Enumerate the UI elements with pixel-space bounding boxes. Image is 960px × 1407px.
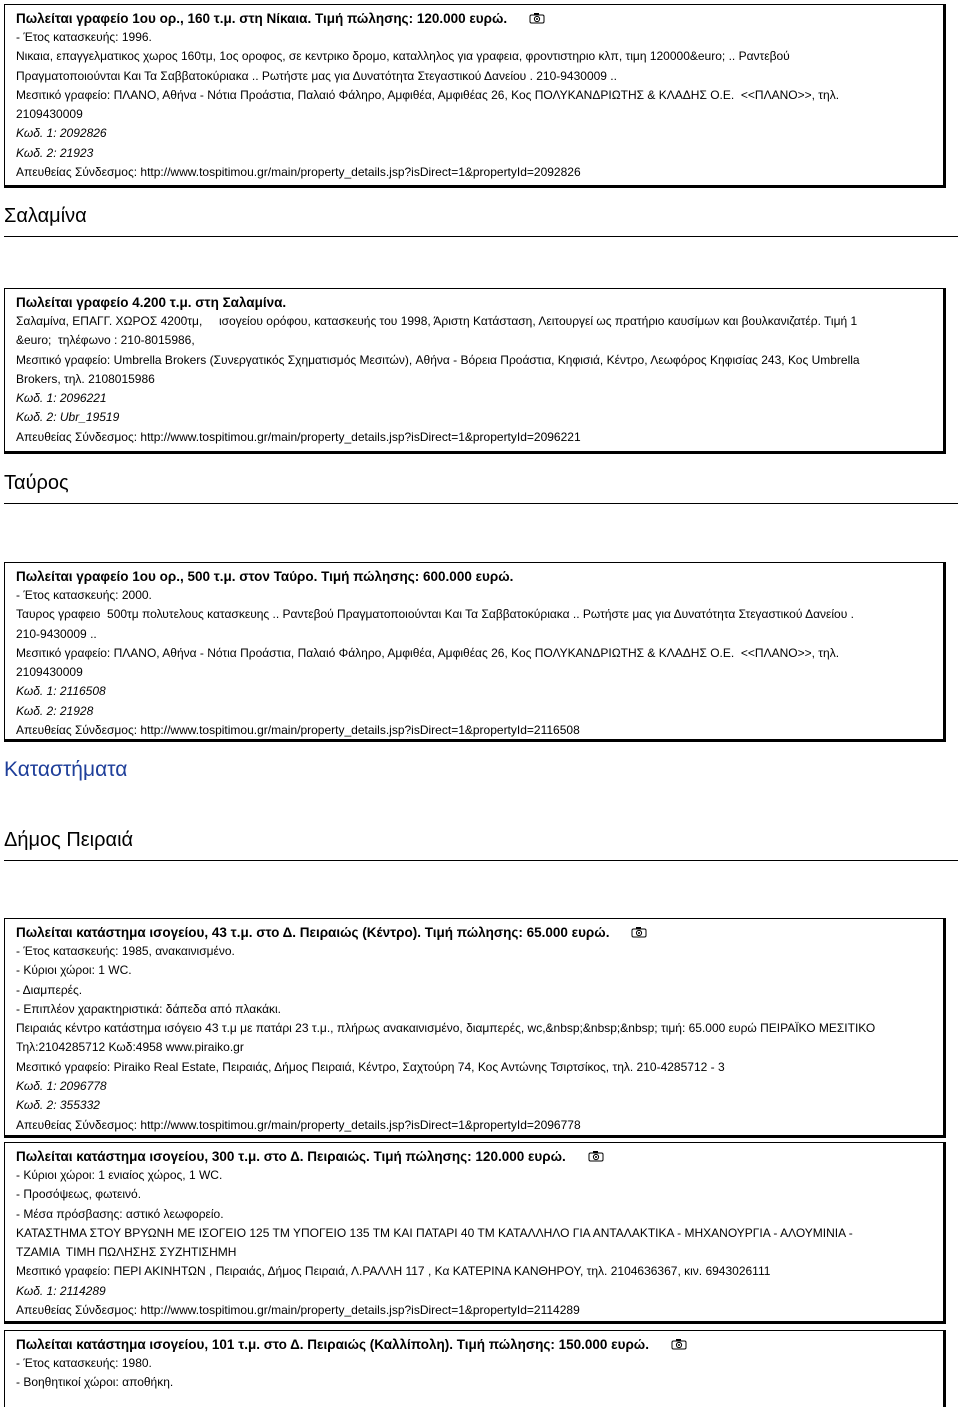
section-divider (4, 236, 958, 237)
listing-card (4, 1330, 946, 1407)
listing-line: Ταυρος γραφειο 500τμ πολυτελους κατασκευης .. Ραντεβού Πραγματοποιούνται Και Τα Σαββατοκύριακα .. Ρωτήστε μας για Δυνατότητα Στεγαστικού Δανείου . (16, 607, 854, 622)
listing-line: - Μέσα πρόσβασης: αστικό λεωφορείο. (16, 1206, 224, 1221)
listing-line: Brokers, τηλ. 2108015986 (16, 371, 155, 386)
region-heading-dimos-peiraia: Δήμος Πειραιά (4, 829, 134, 851)
listing-code-2: Κωδ. 2: 21923 (16, 145, 94, 160)
listing-card (4, 918, 946, 1138)
listing-line: ΚΑΤΑΣΤΗΜΑ ΣΤΟΥ ΒΡΥΩΝΗ ΜΕ ΙΣΟΓΕΙΟ 125 ΤΜ ΥΠΟΓΕΙΟ 135 ΤΜ ΚΑΙ ΠΑΤΑΡΙ 40 ΤΜ ΚΑΤΑΛΛΗΛΟ ΓΙΑ ΑΝΤΑΛΑΚΤΙΚΑ - ΜΗΧΑΝΟΥΡΓΙΑ - ΑΛΟΥΜΙΝΙΑ - (16, 1225, 853, 1240)
listing-line: - Κύριοι χώροι: 1 WC. (16, 963, 132, 978)
listing-line: Πειραιάς κέντρο κατάστημα ισόγειο 43 τ.μ με πατάρι 23 τ.μ., πλήρως ανακαινισμένο, διαμπερές, wc,&nbsp;&nbsp;&nbsp; τιμή: 65.000 ευρώ ΠΕΙΡΑΪΚΟ ΜΕΣΙΤΙΚΟ (16, 1021, 876, 1036)
listing-line: Μεσιτικό γραφείο: Umbrella Brokers (Συνεργατικός Σχηματισμός Μεσιτών), Αθήνα - Βόρεια Προάστια, Κηφισιά, Κέντρο, Λεωφόρος Κηφισίας 243, Κος Umbrella (16, 352, 860, 367)
listing-direct-link[interactable]: Απευθείας Σύνδεσμος: http://www.tospitimou.gr/main/property_details.jsp?isDirect=1&propertyId=2116508 (16, 723, 580, 738)
listing-line: Μεσιτικό γραφείο: ΠΕΡΙ ΑΚΙΝΗΤΩΝ , Πειραιάς, Δήμος Πειραιά, Λ.ΡΑΛΛΗ 117 , Κα ΚΑΤΕΡΙΝΑ ΚΑΝΘΗΡΟΥ, τηλ. 2104636367, κιν. 6943026111 (16, 1264, 771, 1279)
listing-card (4, 288, 946, 454)
listing-direct-link[interactable]: Απευθείας Σύνδεσμος: http://www.tospitimou.gr/main/property_details.jsp?isDirect=1&propertyId=2114289 (16, 1303, 580, 1318)
listing-line: - Έτος κατασκευής: 1980. (16, 1356, 152, 1370)
listing-line: - Βοηθητικοί χώροι: αποθήκη. (16, 1375, 174, 1390)
listing-line: Μεσιτικό γραφείο: ΠΛΑΝΟ, Αθήνα - Νότια Προάστια, Παλαιό Φάληρο, Αμφιθέα, Αμφιθέας 26, Κος ΠΟΛΥΚΑΝΔΡΙΩΤΗΣ & ΚΛΑΔΗΣ Ο.Ε. <<ΠΛΑΝΟ>>, τηλ. (16, 645, 840, 660)
listing-code-1: Κωδ. 1: 2116508 (16, 684, 106, 699)
listing-line: Τηλ:2104285712 Κωδ:4958 www.piraiko.gr (16, 1040, 244, 1055)
listing-card (4, 1142, 946, 1324)
listing-line: Μεσιτικό γραφείο: ΠΛΑΝΟ, Αθήνα - Νότια Προάστια, Παλαιό Φάληρο, Αμφιθέα, Αμφιθέας 26, Κος ΠΟΛΥΚΑΝΔΡΙΩΤΗΣ & ΚΛΑΔΗΣ Ο.Ε. <<ΠΛΑΝΟ>>, τηλ. (16, 87, 840, 102)
camera-icon[interactable] (671, 1336, 687, 1348)
listing-direct-link[interactable]: Απευθείας Σύνδεσμος: http://www.tospitimou.gr/main/property_details.jsp?isDirect=1&propertyId=2092826 (16, 165, 581, 180)
listing-line: - Έτος κατασκευής: 1985, ανακαινισμένο. (16, 944, 235, 958)
listing-title[interactable]: Πωλείται γραφείο 4.200 τ.μ. στη Σαλαμίνα. (16, 295, 287, 310)
listing-code-2: Κωδ. 2: 355332 (16, 1098, 100, 1113)
listing-code-1: Κωδ. 1: 2096778 (16, 1079, 107, 1094)
listing-line: Νικαια, επαγγελματικος χωρος 160τμ, 1ος οροφος, σε κεντρικο δρομο, καταλληλος για γραφεια, φροντιστηριο κλπ, τιμη 120000&euro; .. Ραντεβού (16, 49, 790, 64)
listing-card (4, 4, 946, 188)
listing-line: Μεσιτικό γραφείο: Piraiko Real Estate, Πειραιάς, Δήμος Πειραιά, Κέντρο, Σαχτούρη 74, Κος Αντώνης Τσιρτσίκος, τηλ. 210-4285712 - 3 (16, 1059, 725, 1074)
listing-line: 2109430009 (16, 107, 83, 122)
region-heading-tavros: Ταύρος (4, 472, 69, 494)
region-heading-salamina: Σαλαμίνα (4, 205, 87, 227)
section-divider (4, 860, 958, 861)
listing-title[interactable]: Πωλείται κατάστημα ισογείου, 300 τ.μ. στο Δ. Πειραιώς. Τιμή πώλησης: 120.000 ευρώ. (16, 1147, 943, 1166)
listing-title[interactable]: Πωλείται γραφείο 1ου ορ., 160 τ.μ. στη Νίκαια. Τιμή πώλησης: 120.000 ευρώ. (16, 9, 943, 28)
listing-title[interactable]: Πωλείται γραφείο 1ου ορ., 500 τ.μ. στον Ταύρο. Τιμή πώλησης: 600.000 ευρώ. (16, 569, 514, 584)
listing-code-2: Κωδ. 2: 21928 (16, 703, 94, 718)
camera-icon[interactable] (588, 1148, 604, 1160)
listing-direct-link[interactable]: Απευθείας Σύνδεσμος: http://www.tospitimou.gr/main/property_details.jsp?isDirect=1&propertyId=2096221 (16, 429, 581, 444)
listing-code-1: Κωδ. 1: 2092826 (16, 126, 107, 141)
listing-line: 2109430009 (16, 665, 83, 680)
listing-code-1: Κωδ. 1: 2096221 (16, 391, 107, 406)
listing-code-2: Κωδ. 2: Ubr_19519 (16, 410, 120, 425)
listing-code-1: Κωδ. 1: 2114289 (16, 1283, 106, 1298)
listing-line: - Επιπλέον χαρακτηριστικά: δάπεδα από πλακάκι. (16, 1001, 282, 1016)
listing-line: ΤΖΑΜΙΑ ΤΙΜΗ ΠΩΛΗΣΗΣ ΣΥΖΗΤΙΣΗΜΗ (16, 1245, 237, 1260)
category-heading-katastimata: Καταστήματα (4, 758, 128, 781)
listing-line: - Προσόψεως, φωτεινό. (16, 1187, 142, 1202)
listing-line: 210-9430009 .. (16, 626, 97, 641)
listing-card (4, 562, 946, 742)
listing-line: &euro; τηλέφωνο : 210-8015986, (16, 333, 195, 348)
listing-line: - Έτος κατασκευής: 1996. (16, 30, 152, 44)
section-divider (4, 503, 958, 504)
listing-direct-link[interactable]: Απευθείας Σύνδεσμος: http://www.tospitimou.gr/main/property_details.jsp?isDirect=1&propertyId=2096778 (16, 1117, 581, 1132)
listing-line: - Διαμπερές. (16, 982, 83, 997)
listing-title[interactable]: Πωλείται κατάστημα ισογείου, 101 τ.μ. στο Δ. Πειραιώς (Καλλίπολη). Τιμή πώλησης: 150.000 ευρώ. (16, 1335, 943, 1354)
listing-line: Σαλαμίνα, ΕΠΑΓΓ. ΧΩΡΟΣ 4200τμ, ισογείου ορόφου, κατασκευής του 1998, Άριστη Κατάσταση, Λειτουργεί ως πρατήριο καυσίμων και βουλκανιζατέρ. Τιμή 1 (16, 314, 858, 328)
camera-icon[interactable] (631, 924, 647, 936)
listing-line: - Κύριοι χώροι: 1 ενιαίος χώρος, 1 WC. (16, 1168, 223, 1182)
listing-title[interactable]: Πωλείται κατάστημα ισογείου, 43 τ.μ. στο Δ. Πειραιώς (Κέντρο). Τιμή πώλησης: 65.000 ευρώ. (16, 923, 943, 942)
listing-line: Πραγματοποιούνται Και Τα Σαββατοκύριακα .. Ρωτήστε μας για Δυνατότητα Στεγαστικού Δανείου . 210-9430009 .. (16, 68, 617, 83)
camera-icon[interactable] (529, 10, 545, 22)
listing-line: - Έτος κατασκευής: 2000. (16, 588, 152, 602)
